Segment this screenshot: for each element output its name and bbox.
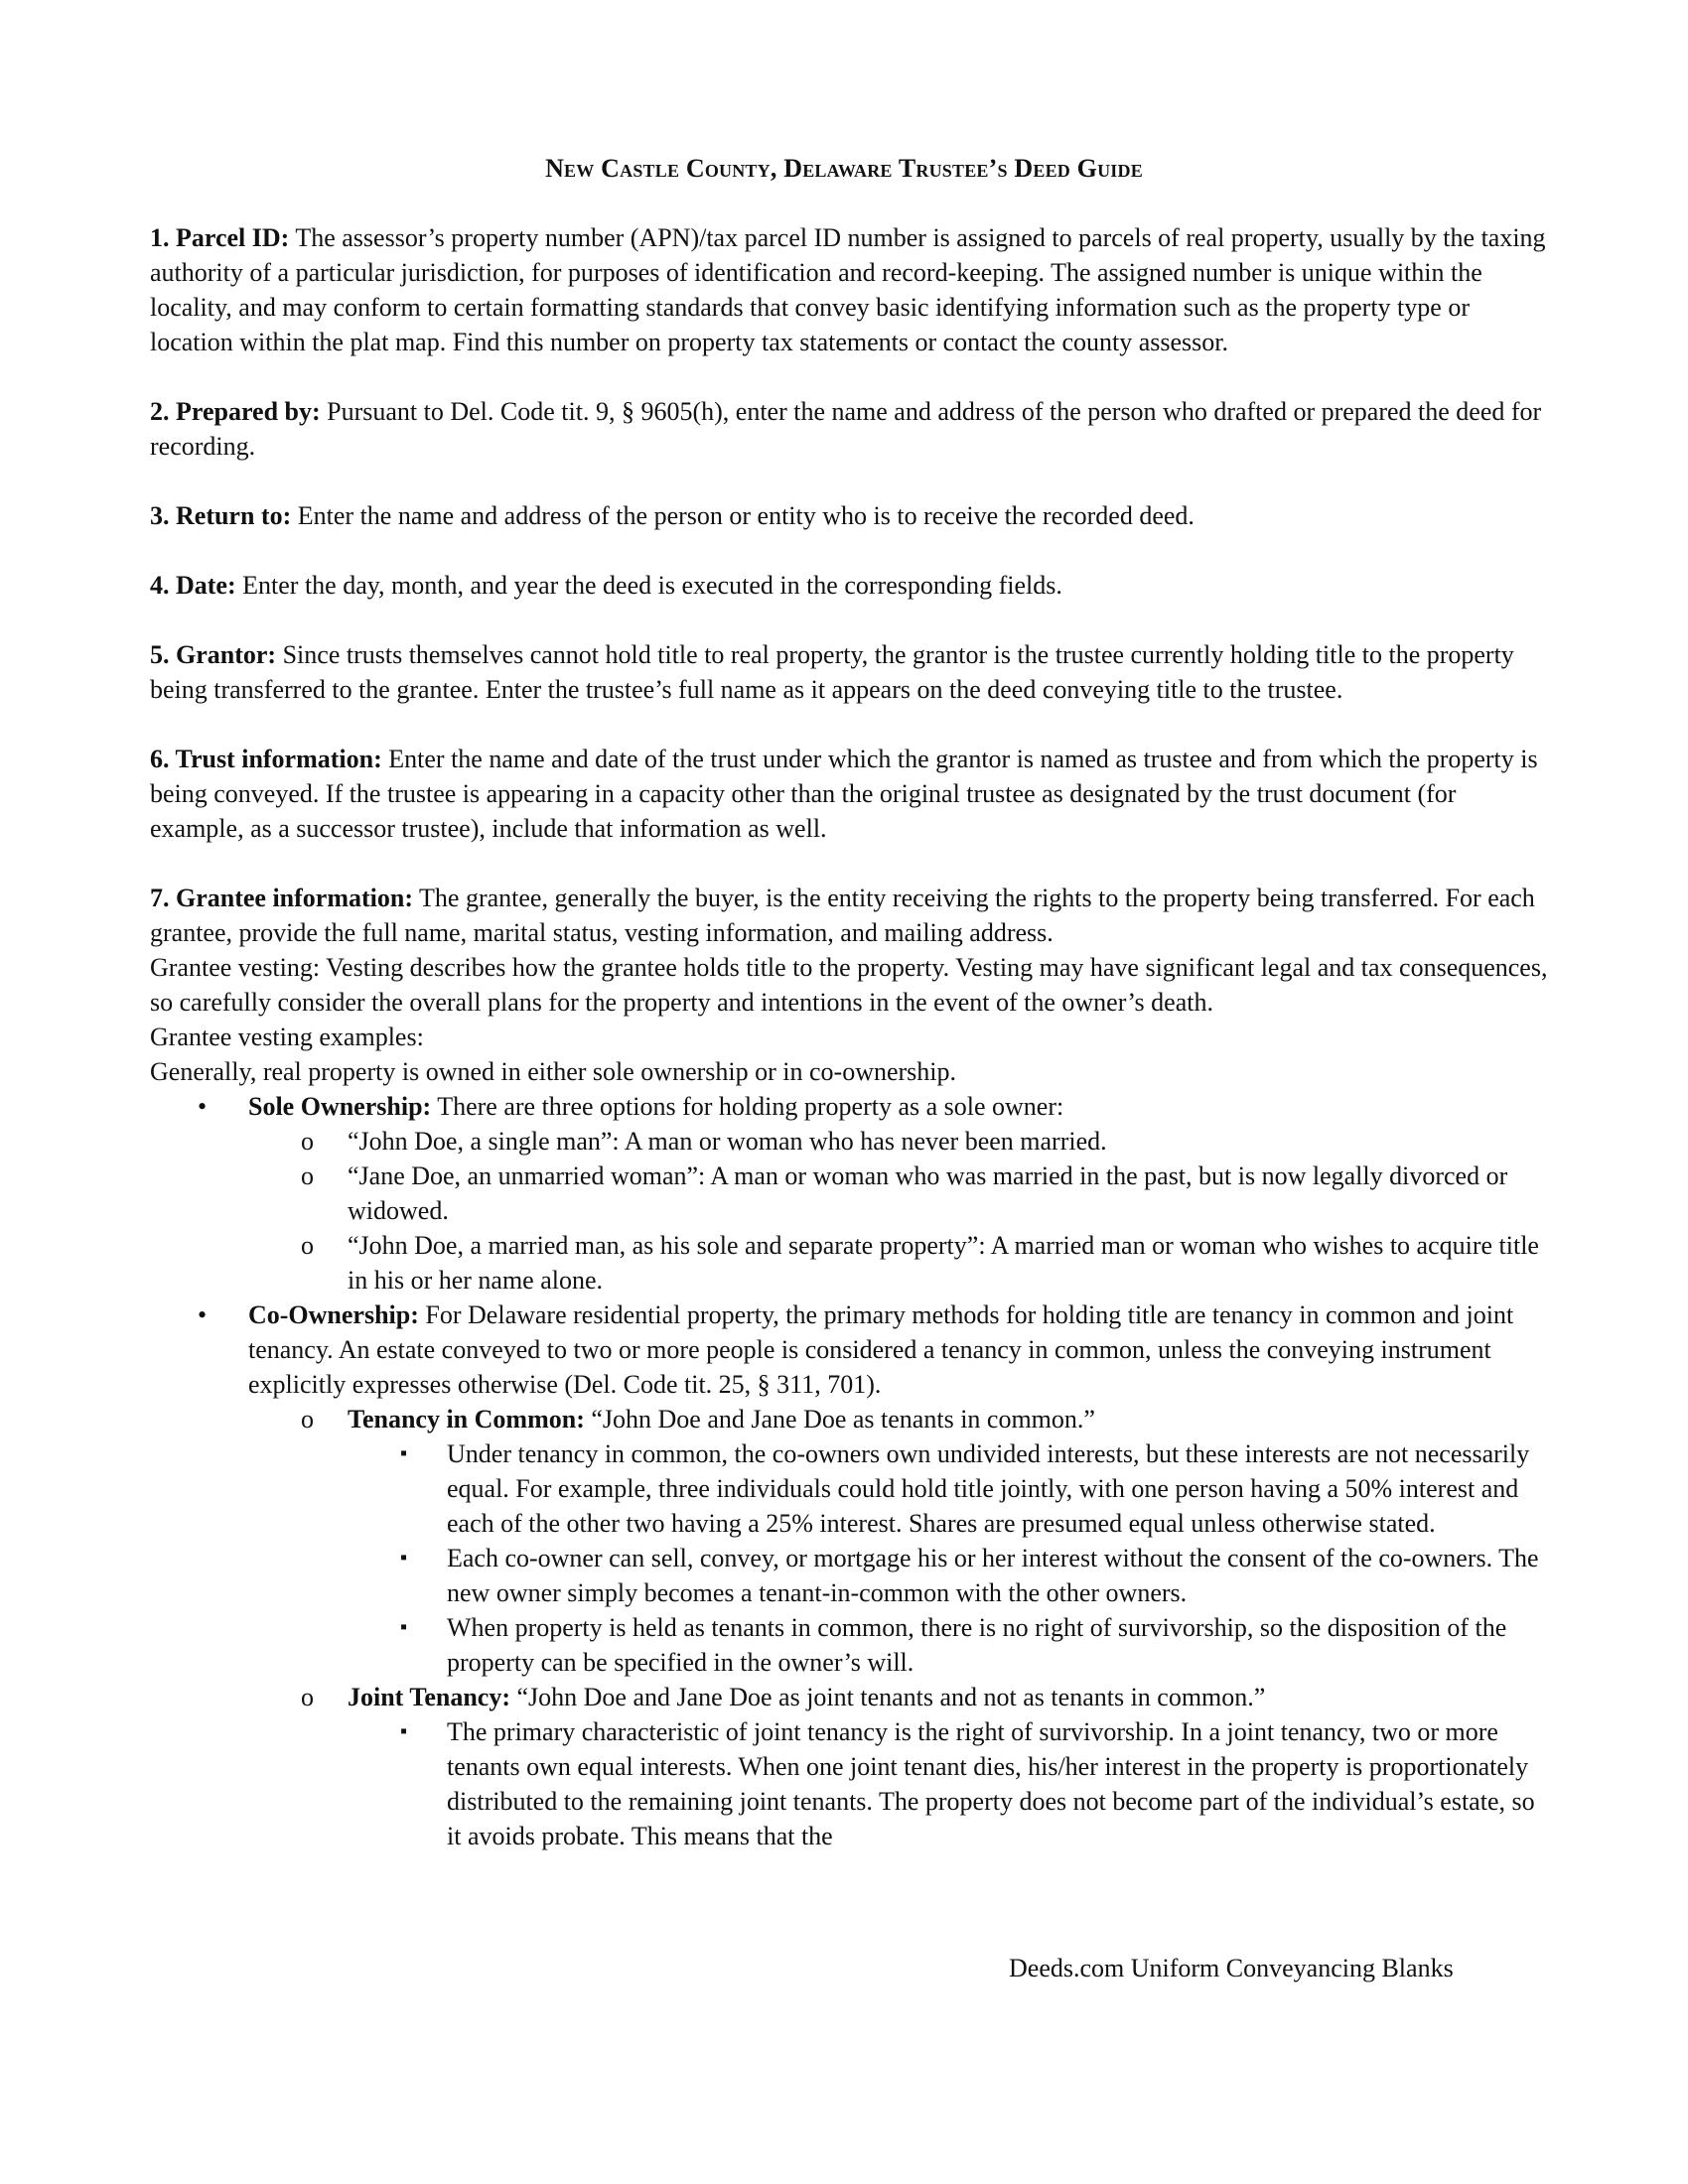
section-label: 1. Parcel ID: [150, 223, 290, 252]
point-text: Each co-owner can sell, convey, or mortgage his or her interest without the consent of the co-owners. The new owner simply becomes a tenant-in-common with the other owners. [447, 1544, 1539, 1607]
grantee-vesting-text: Grantee vesting: Vesting describes how the grantee holds title to the property. Vesting may have significant legal and tax consequences, so carefully consider the overall plans for the property and intentions in the event of the owner’s death. [150, 953, 1548, 1017]
square-bullet-icon: ▪ [400, 1547, 408, 1569]
list-item-co-ownership [150, 1297, 1550, 1402]
section-label: 3. Return to: [150, 501, 292, 530]
section-label: 7. Grantee information: [150, 884, 414, 912]
section-prepared-by [150, 394, 1550, 464]
list-item-tenancy-in-common [150, 1402, 1550, 1436]
section-label: 4. Date: [150, 571, 236, 600]
section-parcel-id [150, 220, 1550, 359]
section-trust-information [150, 742, 1550, 846]
point-text: When property is held as tenants in common, there is no right of survivorship, so the disposition of the property can be specified in the owner’s will. [447, 1613, 1507, 1677]
footer-text: Deeds.com Uniform Conveyancing Blanks [1009, 1954, 1454, 1982]
item-label: Sole Ownership: [248, 1092, 432, 1121]
document-body [150, 220, 1550, 1853]
ownership-list [150, 1089, 1550, 1853]
bullet-icon: • [198, 1300, 208, 1329]
list-item-tic-point [150, 1610, 1550, 1680]
section-text: Enter the day, month, and year the deed is executed in the corresponding fields. [235, 571, 1062, 600]
section-text: The assessor’s property number (APN)/tax parcel ID number is assigned to parcels of real property, usually by the taxing authority of a particular jurisdiction, for purposes of identification and record-keeping. The assigned number is unique within the locality, and may conform to certain formatting standards that convey basic identifying information such as the property type or location within the plat map. Find this number on property tax statements or contact the county assessor. [150, 223, 1546, 356]
section-text: Since trusts themselves cannot hold title to real property, the grantor is the trustee currently holding title to the property being transferred to the grantee. Enter the trustee’s full name as it appears on the deed conveying title to the trustee. [150, 640, 1514, 704]
item-text: There are three options for holding property as a sole owner: [431, 1092, 1064, 1121]
list-item-tic-point [150, 1436, 1550, 1541]
item-label: Co-Ownership: [248, 1300, 419, 1329]
list-item-jt-point [150, 1714, 1550, 1853]
section-label: 6. Trust information: [150, 745, 382, 773]
item-text: “John Doe and Jane Doe as tenants in common.” [584, 1405, 1095, 1433]
section-label: 5. Grantor: [150, 640, 277, 669]
vesting-examples-label: Grantee vesting examples: [150, 1023, 424, 1051]
circle-bullet-icon: o [301, 1405, 314, 1433]
point-text: The primary characteristic of joint tenancy is the right of survivorship. In a joint tenancy, two or more tenants own equal interests. When one joint tenant dies, his/her interest in the property is proportionately distributed to the remaining joint tenants. The property does not become part of the individual’s estate, so it avoids probate. This means that the [447, 1717, 1535, 1850]
bullet-icon: • [198, 1092, 208, 1121]
section-text: Enter the name and address of the person or entity who is to receive the recorded deed. [291, 501, 1195, 530]
option-text: “John Doe, a single man”: A man or woman who has never been married. [348, 1127, 1107, 1156]
option-text: “John Doe, a married man, as his sole and separate property”: A married man or woman who wishes to acquire title in his or her name alone. [348, 1231, 1539, 1295]
item-text: For Delaware residential property, the primary methods for holding title are tenancy in common and joint tenancy. An estate conveyed to two or more people is considered a tenancy in common, unless the conveying instrument explicitly expresses otherwise (Del. Code tit. 25, § 311, 701). [248, 1300, 1514, 1399]
list-item-sole-option [150, 1124, 1550, 1159]
list-item-sole-ownership [150, 1089, 1550, 1124]
list-item-joint-tenancy [150, 1680, 1550, 1714]
list-item-tic-point [150, 1541, 1550, 1610]
square-bullet-icon: ▪ [400, 1616, 408, 1638]
list-item-sole-option [150, 1159, 1550, 1228]
circle-bullet-icon: o [301, 1231, 314, 1260]
section-grantor [150, 637, 1550, 707]
section-text: The grantee, generally the buyer, is the entity receiving the rights to the property being transferred. For each grantee, provide the full name, marital status, vesting information, and mailing address. [150, 884, 1535, 947]
item-text: “John Doe and Jane Doe as joint tenants and not as tenants in common.” [510, 1683, 1266, 1711]
square-bullet-icon: ▪ [400, 1442, 408, 1464]
section-text: Enter the name and date of the trust under which the grantor is named as trustee and from which the property is being conveyed. If the trustee is appearing in a capacity other than the original trustee as designated by the trust document (for example, as a successor trustee), include that information as well. [150, 745, 1538, 843]
item-label: Tenancy in Common: [348, 1405, 585, 1433]
square-bullet-icon: ▪ [400, 1720, 408, 1742]
section-text: Pursuant to Del. Code tit. 9, § 9605(h), enter the name and address of the person who drafted or prepared the deed for recording. [150, 397, 1542, 461]
list-item-sole-option [150, 1228, 1550, 1297]
circle-bullet-icon: o [301, 1161, 314, 1190]
section-return-to [150, 498, 1550, 533]
circle-bullet-icon: o [301, 1127, 314, 1156]
section-grantee-information [150, 881, 1550, 950]
circle-bullet-icon: o [301, 1683, 314, 1711]
section-date [150, 568, 1550, 603]
document-title: New Castle County, Delaware Trustee’s Deed Guide [545, 154, 1143, 183]
point-text: Under tenancy in common, the co-owners own undivided interests, but these interests are not necessarily equal. For example, three individuals could hold title jointly, with one person having a 50% interest and each of the other two having a 25% interest. Shares are presumed equal unless otherwise stated. [447, 1439, 1530, 1538]
option-text: “Jane Doe, an unmarried woman”: A man or woman who was married in the past, but is now legally divorced or widowed. [348, 1161, 1508, 1225]
ownership-general-text: Generally, real property is owned in either sole ownership or in co-ownership. [150, 1057, 957, 1086]
item-label: Joint Tenancy: [348, 1683, 510, 1711]
section-label: 2. Prepared by: [150, 397, 321, 426]
